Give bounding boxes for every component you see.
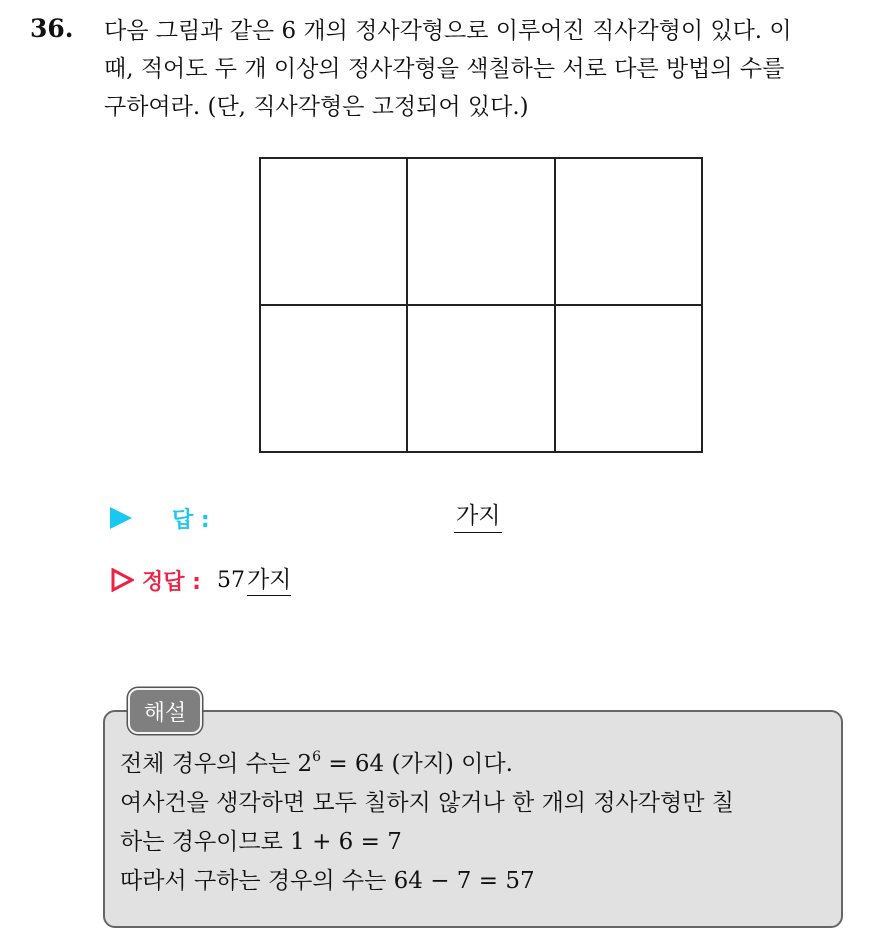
- explanation-line1-post: = 64 (가지) 이다.: [321, 751, 513, 777]
- explanation-line: 따라서 구하는 경우의 수는 64 − 7 = 57: [120, 868, 535, 894]
- problem-number: 36.: [30, 14, 74, 43]
- explanation-line: 하는 경우이므로 1 + 6 = 7: [120, 829, 402, 855]
- explanation-line: [120, 745, 840, 784]
- explanation-line1-pre: 전체 경우의 수는 2: [120, 751, 313, 777]
- solution-unit: 가지: [247, 565, 291, 596]
- solution-row: [110, 562, 291, 598]
- problem-text: [104, 12, 874, 126]
- explanation-line: 여사건을 생각하면 모두 칠하지 않거나 한 개의 정사각형만 칠: [120, 790, 734, 816]
- explanation-text: [120, 745, 840, 901]
- exponent: 6: [312, 749, 322, 765]
- problem-line: 다음 그림과 같은 6 개의 정사각형으로 이루어진 직사각형이 있다. 이: [104, 18, 792, 44]
- square-cell: [555, 158, 702, 305]
- problem-line: 때, 적어도 두 개 이상의 정사각형을 색칠하는 서로 다른 방법의 수를: [104, 56, 785, 82]
- answer-row: [110, 500, 210, 536]
- problem-line: 구하여라. (단, 직사각형은 고정되어 있다.): [104, 94, 529, 120]
- solution-value: 57: [216, 567, 245, 593]
- rectangle-figure: [259, 157, 703, 453]
- square-cell: [260, 305, 407, 452]
- explanation-tab: 해설: [128, 688, 202, 734]
- answer-label: 답 :: [172, 507, 210, 533]
- square-cell: [407, 305, 554, 452]
- solution-label: 정답 :: [142, 569, 201, 595]
- play-triangle-icon: [110, 507, 132, 529]
- answer-blank[interactable]: 가지: [454, 500, 502, 533]
- square-cell: [555, 305, 702, 452]
- square-cell: [407, 158, 554, 305]
- outline-triangle-icon: [110, 568, 134, 592]
- square-cell: [260, 158, 407, 305]
